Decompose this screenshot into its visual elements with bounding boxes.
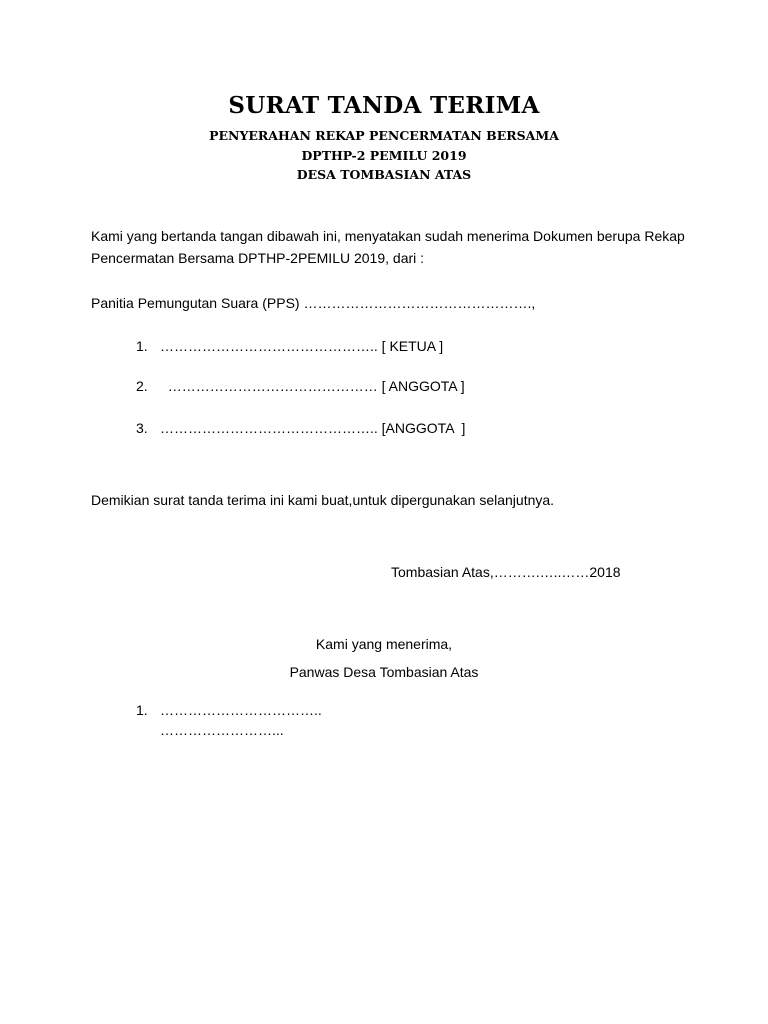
member-item-3 xyxy=(136,418,465,438)
member-text: ……………………………………… [ ANGGOTA ] xyxy=(160,378,465,394)
signature-line-1 xyxy=(136,702,322,718)
member-text: ……………………………………….. [ANGGOTA ] xyxy=(160,420,466,436)
place-date: Tombasian Atas,……….…..……2018 xyxy=(391,564,621,580)
document-subtitle-1: PENYERAHAN REKAP PENCERMATAN BERSAMA xyxy=(209,128,559,143)
document-title: SURAT TANDA TERIMA xyxy=(228,92,540,119)
member-item-2 xyxy=(136,376,465,396)
receiver-org: Panwas Desa Tombasian Atas xyxy=(289,664,479,680)
member-number: 3. xyxy=(136,420,148,436)
signature-dots: …………………………….. xyxy=(160,702,322,718)
receiver-label: Kami yang menerima, xyxy=(315,636,453,652)
member-number: 1. xyxy=(136,338,148,354)
signature-line-2: ……………………... xyxy=(160,722,284,738)
document-subtitle-2: DPTHP-2 PEMILU 2019 xyxy=(301,148,467,163)
member-item-1 xyxy=(136,336,443,356)
member-text: ……………………………………….. [ KETUA ] xyxy=(160,338,444,354)
intro-paragraph: Kami yang bertanda tangan dibawah ini, menyatakan sudah menerima Dokumen berupa Rekap Pencermatan Bersama DPTHP-2PEMILU 2019, dari : xyxy=(91,228,685,266)
pps-line: Panitia Pemungutan Suara (PPS) …………………………………………., xyxy=(91,295,536,311)
member-number: 2. xyxy=(136,378,148,394)
document-subtitle-3: DESA TOMBASIAN ATAS xyxy=(296,167,472,182)
signature-number: 1. xyxy=(136,702,148,718)
closing-paragraph: Demikian surat tanda terima ini kami buat,untuk dipergunakan selanjutnya. xyxy=(91,492,555,508)
